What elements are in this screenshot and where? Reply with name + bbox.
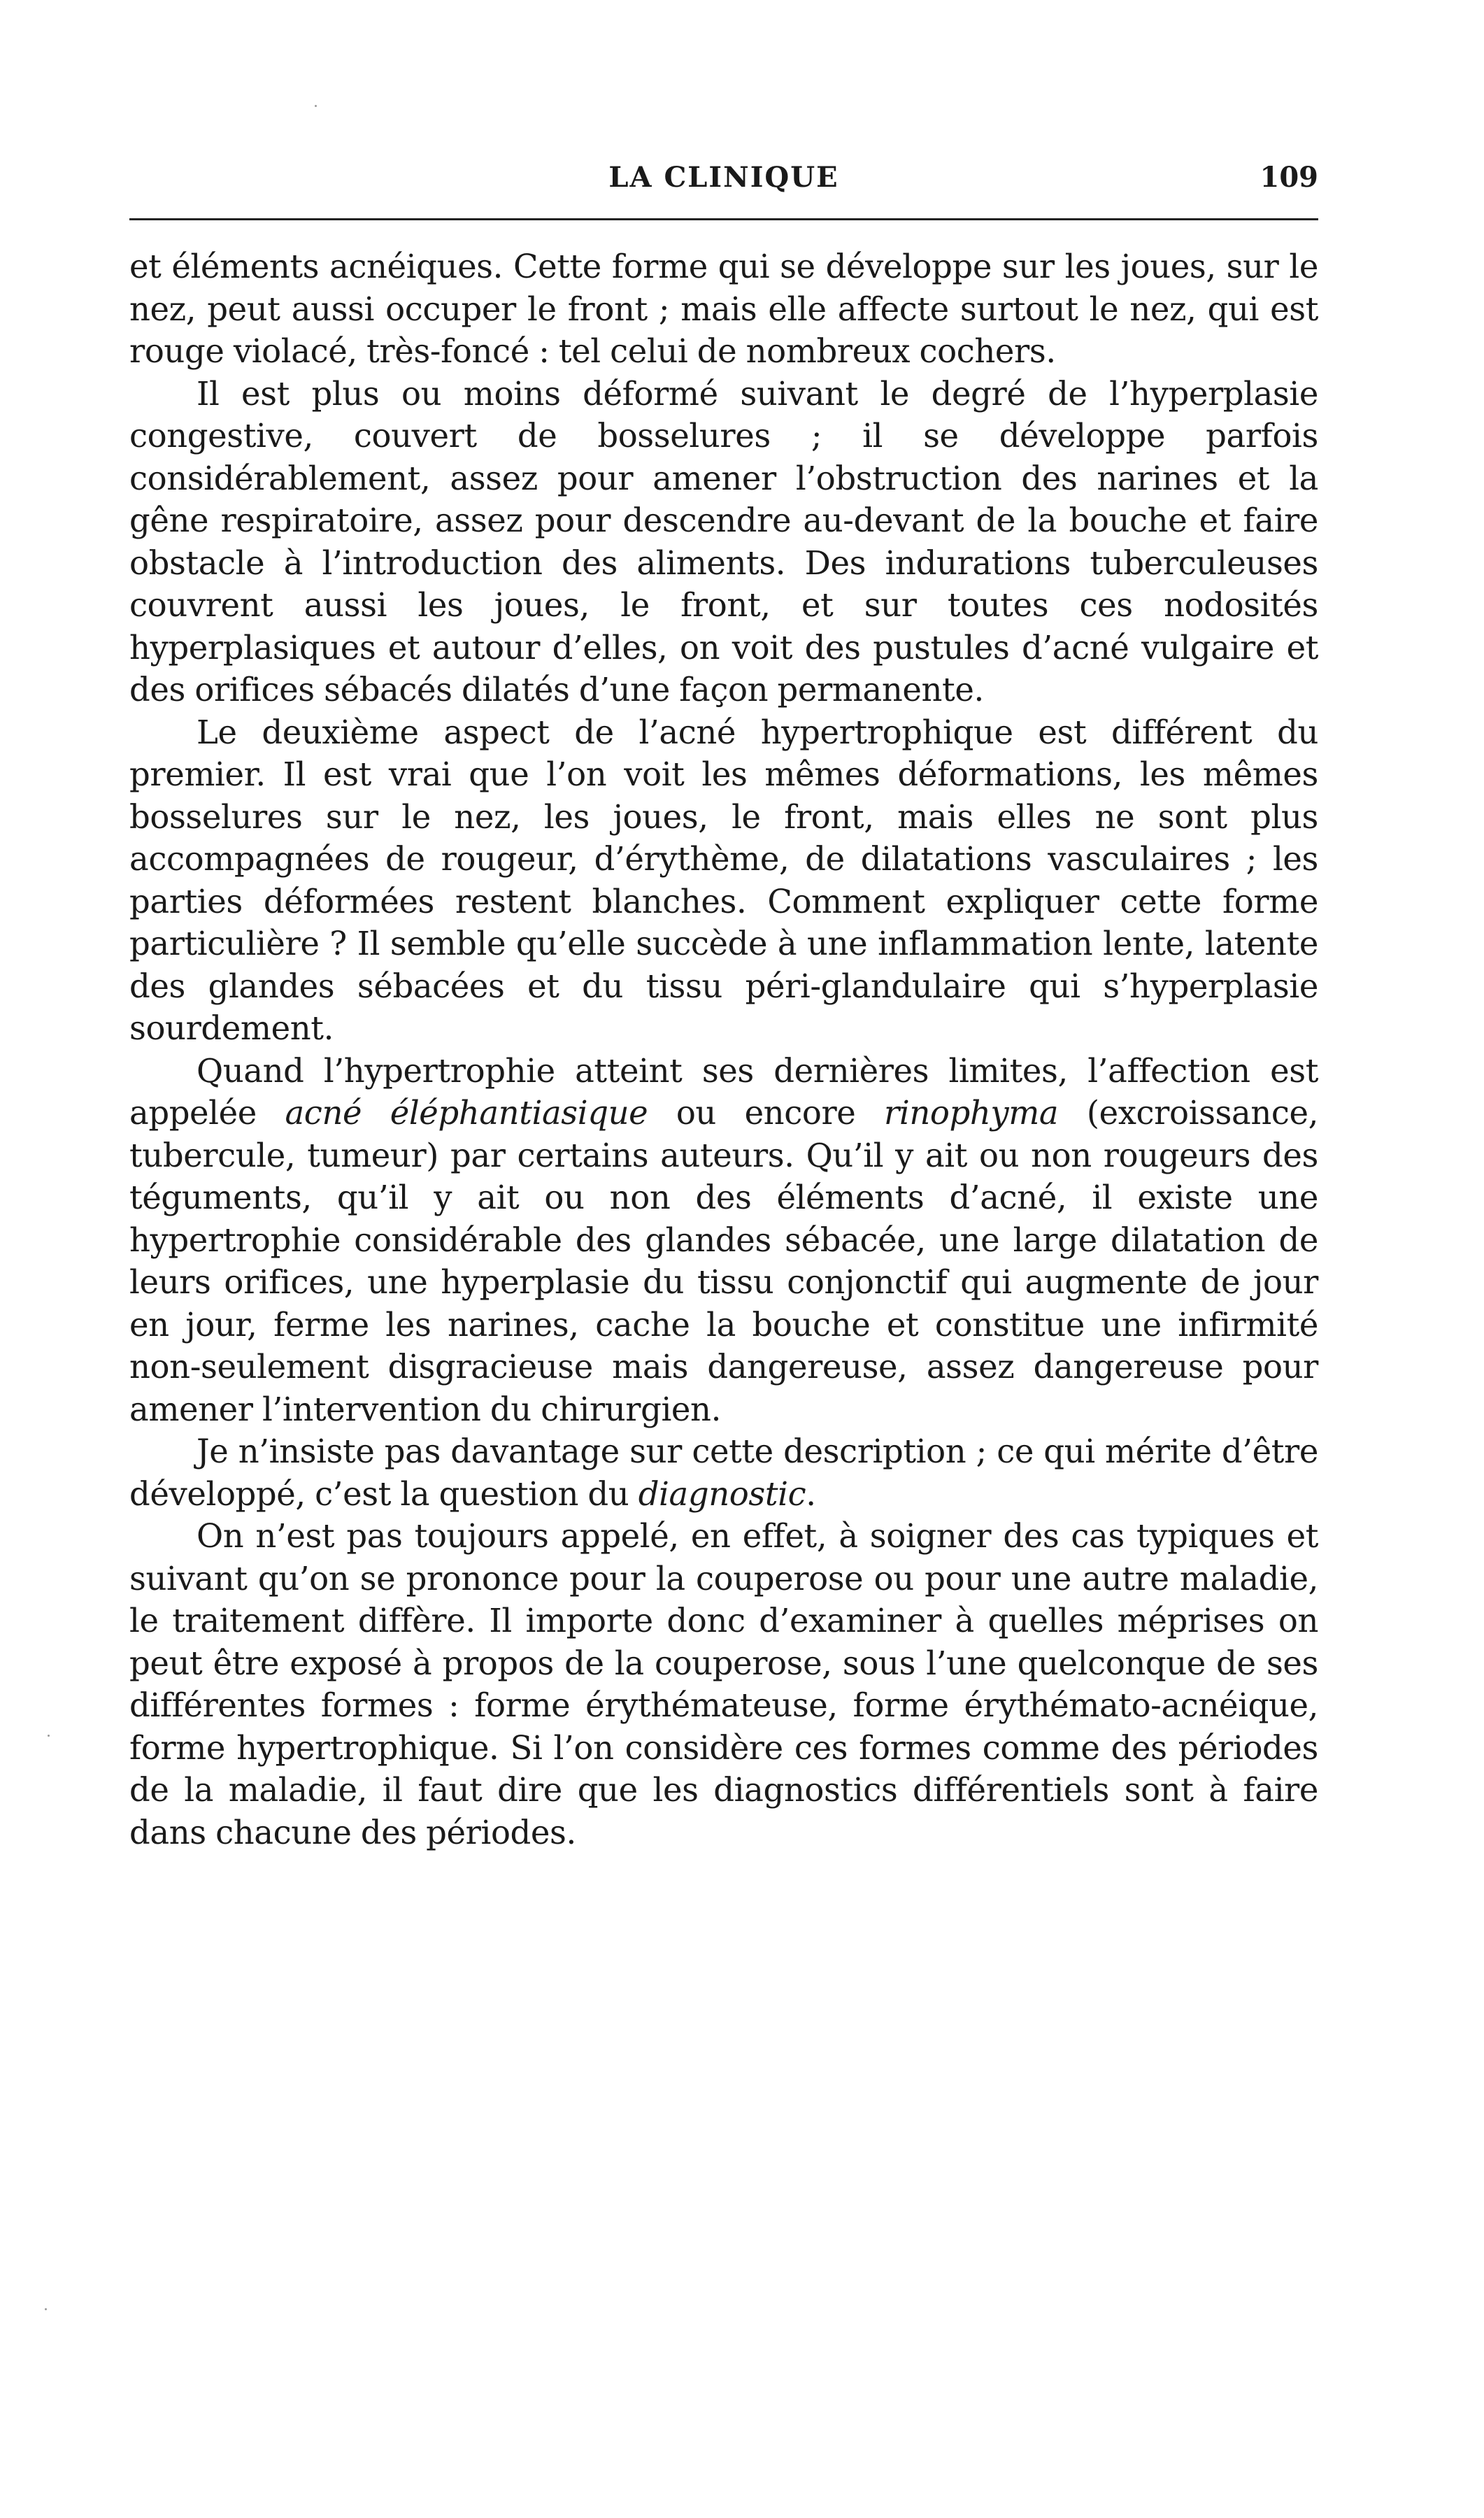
- paragraph-4-text-c: (excroissance, tubercule, tumeur) par certains auteurs. Qu’il y ait ou non rougeurs des téguments, qu’il y ait ou non des éléments d’acné, il existe une hypertrophie considérable des glandes sébacée, une large dilatation de leurs orifices, une hyperplasie du tissu conjonctif qui augmente de jour en jour, ferme les narines, cache la bouche et constitue une infirmité non-seulement disgracieuse mais dangereuse, assez dangereuse pour amener l’intervention du chirurgien.: [129, 1094, 1319, 1428]
- italic-term-acne-elephantiasique: acné éléphantiasique: [285, 1094, 648, 1132]
- paragraph-3-text: Le deuxième aspect de l’acné hypertrophique est différent du premier. Il est vrai que l’on voit les mêmes déformations, les mêmes bosselures sur le nez, les joues, le front, mais elles ne sont plus accompagnées de rougeur, d’érythème, de dilatations vasculaires ; les parties déformées restent blanches. Comment expliquer cette forme particulière ? Il semble qu’elle succède à une inflammation lente, latente des glandes sébacées et du tissu péri-glandulaire qui s’hyperplasie sourdement.: [129, 713, 1318, 1047]
- running-title: LA CLINIQUE: [608, 161, 839, 194]
- paragraph-1-text: et éléments acnéiques. Cette forme qui se développe sur les joues, sur le nez, peut aussi occuper le front ; mais elle affecte surtout le nez, qui est rouge violacé, très-foncé : tel celui de nombreux cochers.: [129, 248, 1318, 370]
- body-text: [129, 246, 1318, 1854]
- italic-term-diagnostic: diagnostic: [638, 1474, 806, 1513]
- paper-speck: [45, 2308, 47, 2310]
- paragraph-4-text-b: ou encore: [648, 1094, 885, 1132]
- paper-speck: [48, 1735, 50, 1737]
- paragraph-4: [129, 1050, 1318, 1431]
- paragraph-2: [129, 373, 1318, 711]
- page-number: 109: [1260, 161, 1318, 194]
- paragraph-3: [129, 711, 1318, 1050]
- paragraph-5-text-b: .: [806, 1474, 816, 1513]
- running-header: [129, 161, 1318, 203]
- paragraph-1: [129, 246, 1318, 373]
- paragraph-6-text: On n’est pas toujours appelé, en effet, à soigner des cas typiques et suivant qu’on se prononce pour la couperose ou pour une autre maladie, le traitement diffère. Il importe donc d’examiner à quelles méprises on peut être exposé à propos de la couperose, sous l’une quelconque de ses différentes formes : forme érythémateuse, forme érythémato-acnéique, forme hypertrophique. Si l’on considère ces formes comme des périodes de la maladie, il faut dire que les diagnostics différentiels sont à faire dans chacune des périodes.: [129, 1517, 1318, 1851]
- paragraph-5-text-a: Je n’insiste pas davantage sur cette description ; ce qui mérite d’être développé, c’est la question du: [129, 1432, 1318, 1513]
- header-rule: [129, 218, 1318, 220]
- paragraph-6: [129, 1515, 1318, 1854]
- page: [129, 161, 1318, 1854]
- italic-term-rinophyma: rinophyma: [884, 1094, 1059, 1132]
- paper-speck: [315, 105, 317, 107]
- paragraph-2-text: Il est plus ou moins déformé suivant le degré de l’hyperplasie congestive, couvert de bosselures ; il se développe parfois considérablement, assez pour amener l’obstruction des narines et la gêne respiratoire, assez pour descendre au-devant de la bouche et faire obstacle à l’introduction des aliments. Des indurations tuberculeuses couvrent aussi les joues, le front, et sur toutes ces nodosités hyperplasiques et autour d’elles, on voit des pustules d’acné vulgaire et des orifices sébacés dilatés d’une façon permanente.: [129, 374, 1318, 709]
- paragraph-4-text-a: Quand l’hypertrophie atteint ses dernières limites, l’affection est appelée: [129, 1051, 1318, 1132]
- paragraph-5: [129, 1430, 1318, 1515]
